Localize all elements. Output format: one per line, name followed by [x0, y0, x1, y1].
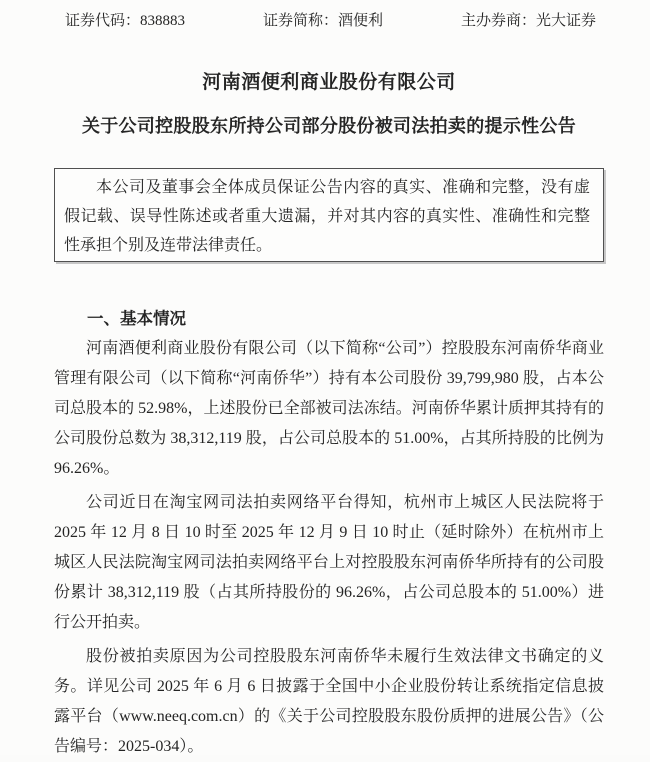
stock-code: [65, 9, 185, 30]
company-title: 河南酒便利商业股份有限公司: [202, 72, 456, 93]
paragraph-auction-details: 公司近日在淘宝网司法拍卖网络平台得知，杭州市上城区人民法院将于 2025 年 12 月 8 日 10 时至 2025 年 12 月 9 日 10 时止（延时除外）在杭州市上城区人民法院淘宝网司法拍卖网络平台上对控股股东河南侨华所持有的公司股份累计 38,312,119 股（占其所持股份的 96.26%，占公司总股本的 51.00%）进行公开拍卖。: [54, 494, 604, 631]
stock-short-name-label: 证券简称：: [262, 13, 338, 29]
section-heading-basic-info: 一、基本情况: [87, 309, 186, 328]
sponsor-broker-label: 主办券商：: [460, 13, 536, 29]
sponsor-broker-value: 光大证券: [535, 13, 596, 29]
paragraph-auction-reason: 股份被拍卖原因为公司控股股东河南侨华未履行生效法律文书确定的义务。详见公司 2025 年 6 月 6 日披露于全国中小企业股份转让系统指定信息披露平台（www.neeq.com.cn）的《关于公司控股股东股份质押的进展公告》（公告编号：2025-034）。: [54, 648, 604, 755]
sponsor-broker: [461, 9, 596, 30]
disclaimer-text: 本公司及董事会全体成员保证公告内容的真实、准确和完整，没有虚假记载、误导性陈述或者重大遗漏，并对其内容的真实性、准确性和完整性承担个别及连带法律责任。: [64, 179, 590, 254]
announcement-title: 关于公司控股股东所持公司部分股份被司法拍卖的提示性公告: [81, 116, 577, 136]
disclaimer-box: [54, 168, 604, 262]
stock-code-value: 838883: [140, 13, 186, 29]
securities-header: [54, 9, 604, 30]
paragraph-shareholding-overview: 河南酒便利商业股份有限公司（以下简称“公司”）控股股东河南侨华商业管理有限公司（以下简称“河南侨华”）持有本公司股份 39,799,980 股，占本公司总股本的 52.98%，上述股份已全部被司法冻结。河南侨华累计质押其持有的公司股份总数为 38,312,119 股，占公司总股本的 51.00%，占其所持股的比例为 96.26%。: [54, 340, 604, 477]
stock-code-label: 证券代码：: [65, 13, 141, 29]
stock-short-name-value: 酒便利: [337, 13, 383, 29]
stock-short-name: [263, 9, 383, 30]
